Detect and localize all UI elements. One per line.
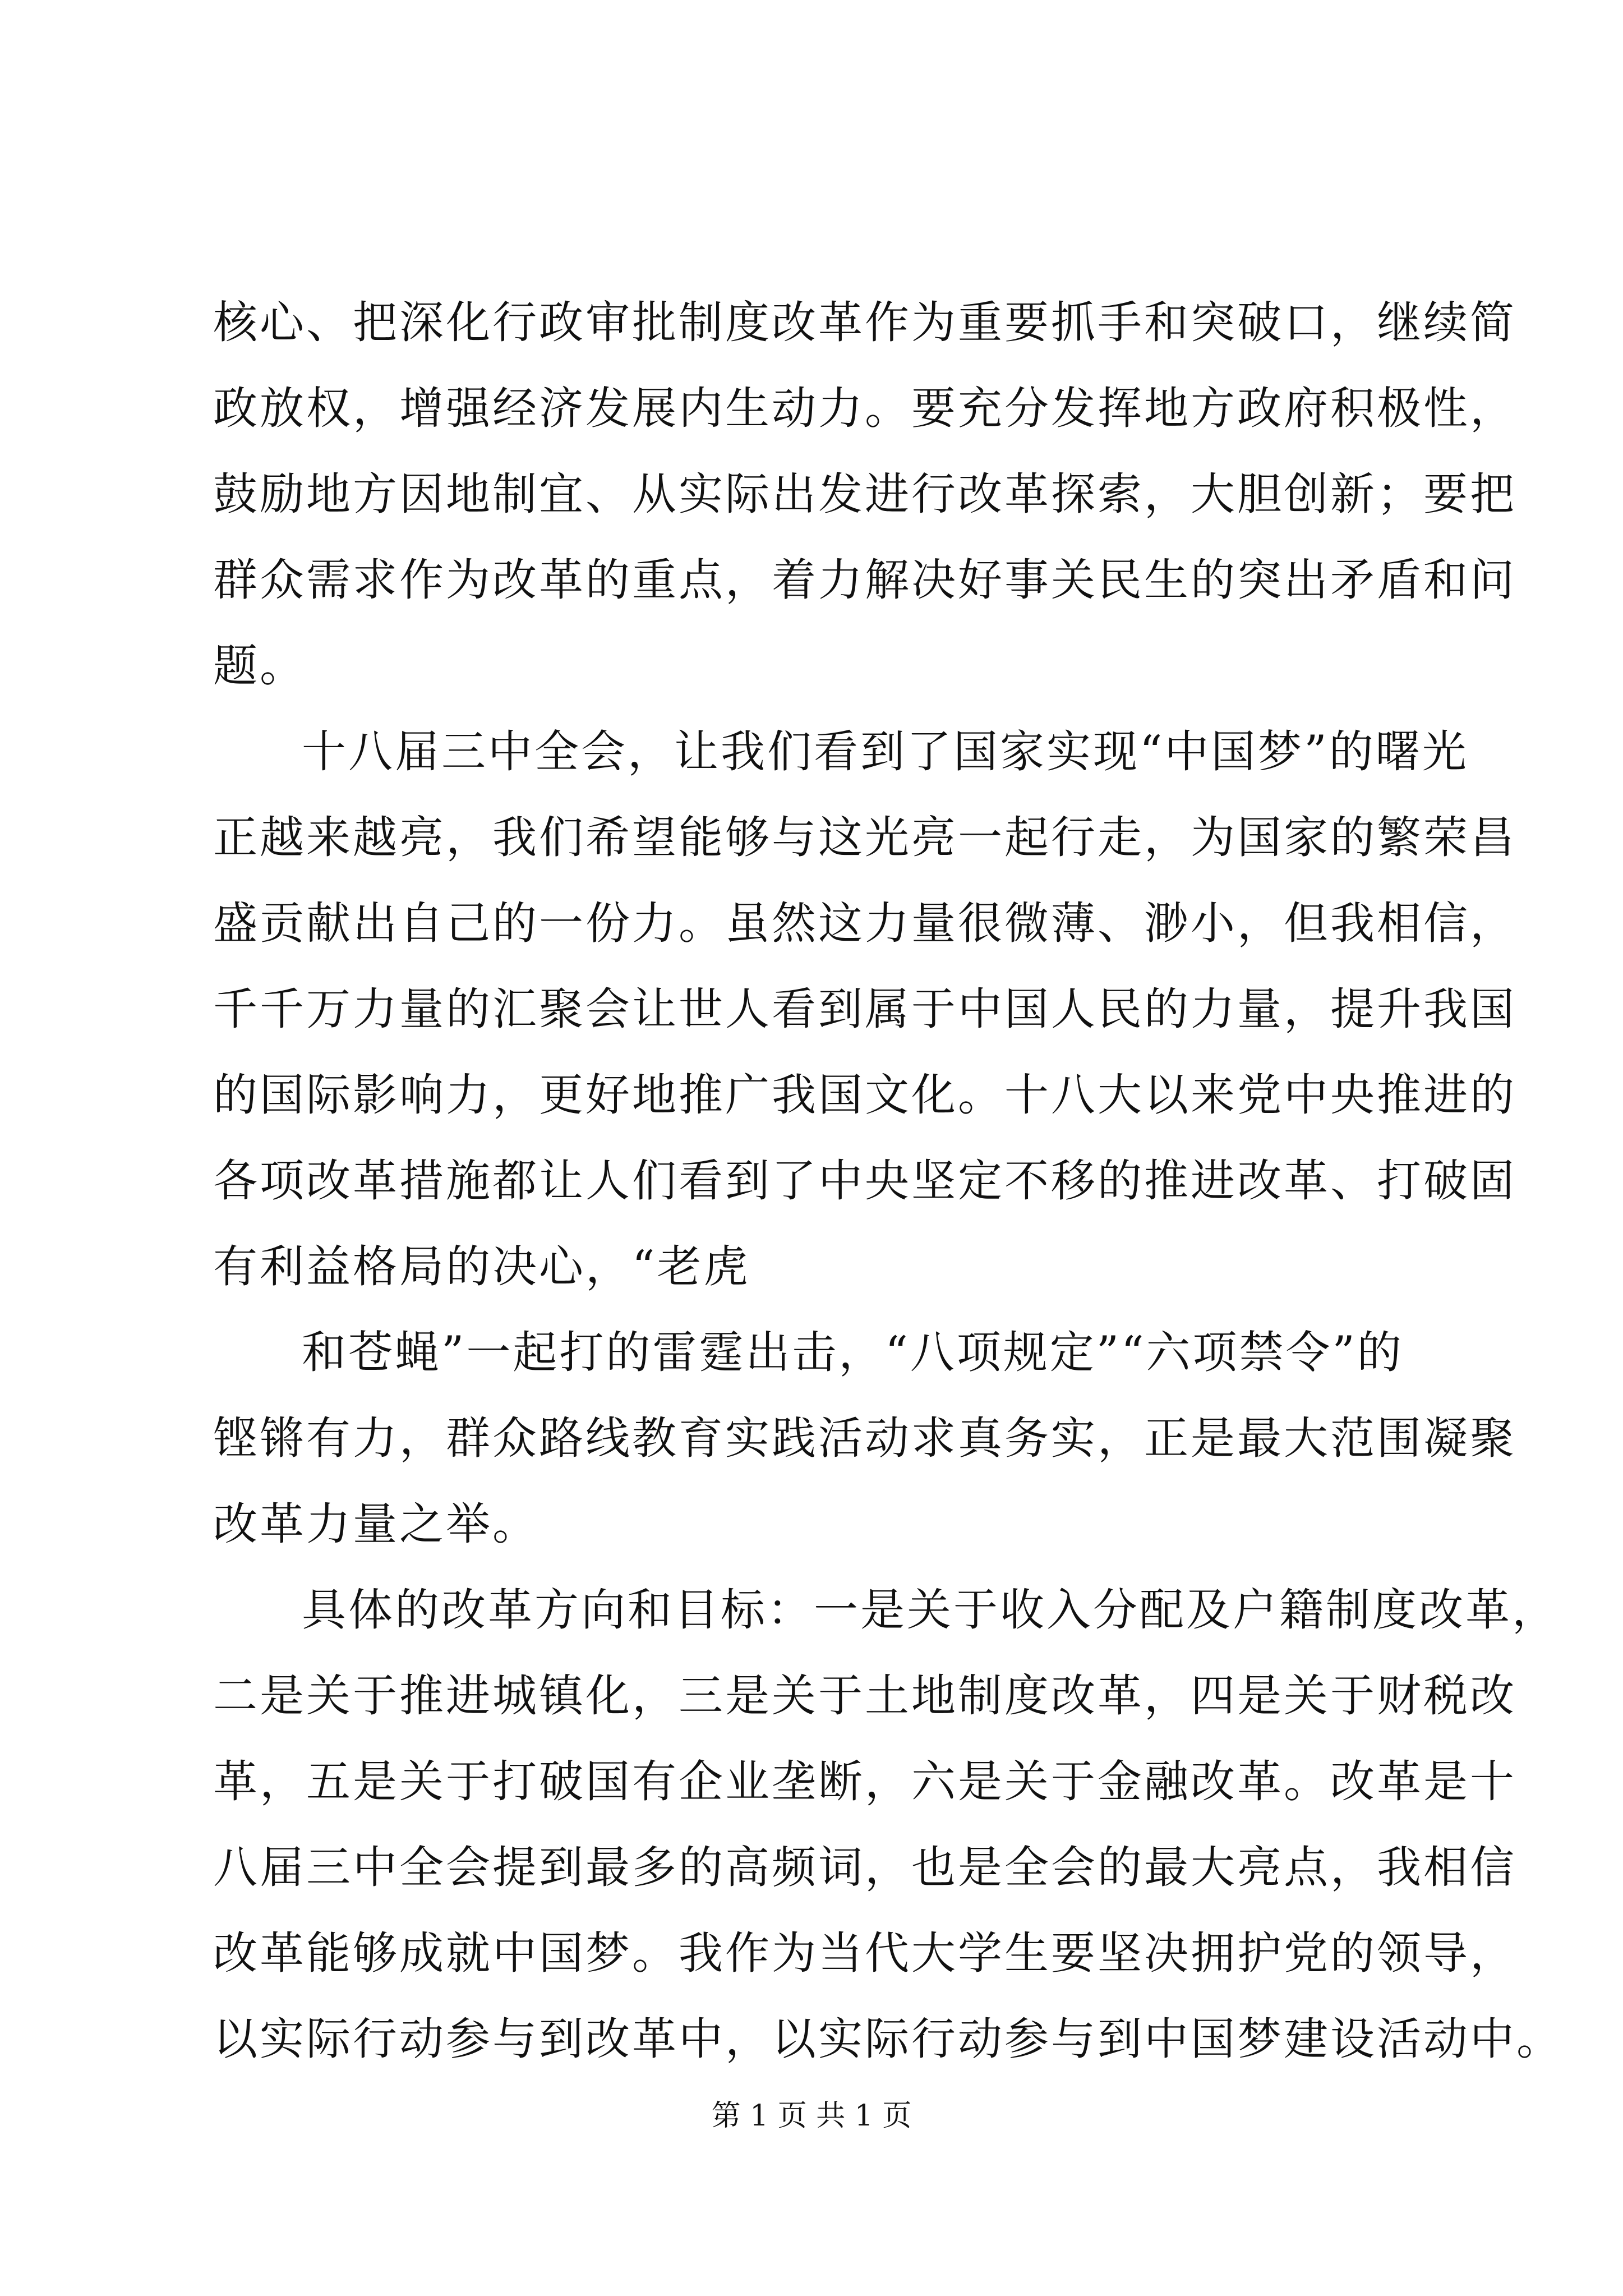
text-line: 正越来越亮，我们希望能够与这光亮一起行走，为国家的繁荣昌 xyxy=(213,812,1516,863)
text-line: 群众需求作为改革的重点，着力解决好事关民生的突出矛盾和问 xyxy=(213,554,1516,606)
paragraph-start-line: 十八届三中全会，让我们看到了国家实现“中国梦”的曙光 xyxy=(302,726,1469,777)
text-line: 革，五是关于打破国有企业垄断，六是关于金融改革。改革是十 xyxy=(213,1756,1516,1807)
text-line: 改革能够成就中国梦。我作为当代大学生要坚决拥护党的领导， xyxy=(213,1927,1516,1979)
paragraph-start-line: 和苍蝇”一起打的雷霆出击，“八项规定”“六项禁令”的 xyxy=(302,1327,1404,1378)
text-line: 鼓励地方因地制宜、从实际出发进行改革探索，大胆创新；要把 xyxy=(213,468,1516,520)
text-line: 二是关于推进城镇化，三是关于土地制度改革，四是关于财税改 xyxy=(213,1670,1516,1722)
text-line: 千千万力量的汇聚会让世人看到属于中国人民的力量，提升我国 xyxy=(213,983,1516,1035)
text-line: 铿锵有力，群众路线教育实践活动求真务实，正是最大范围凝聚 xyxy=(213,1412,1516,1464)
text-line: 八届三中全会提到最多的高频词，也是全会的最大亮点，我相信 xyxy=(213,1842,1516,1893)
page-footer: 第 1 页 共 1 页 xyxy=(711,2099,912,2133)
text-line: 的国际影响力，更好地推广我国文化。十八大以来党中央推进的 xyxy=(213,1069,1516,1121)
text-line: 有利益格局的决心，“老虎 xyxy=(213,1241,750,1292)
text-line: 以实际行动参与到改革中，以实际行动参与到中国梦建设活动中。 xyxy=(213,2013,1563,2065)
text-line: 盛贡献出自己的一份力。虽然这力量很微薄、渺小，但我相信， xyxy=(213,898,1516,949)
paragraph-start-line: 具体的改革方向和目标：一是关于收入分配及户籍制度改革， xyxy=(302,1584,1559,1636)
text-line: 核心、把深化行政审批制度改革作为重要抓手和突破口，继续简 xyxy=(213,297,1516,348)
text-line: 改革力量之举。 xyxy=(213,1498,539,1550)
text-line: 政放权，增强经济发展内生动力。要充分发挥地方政府积极性， xyxy=(213,383,1516,434)
text-line: 各项改革措施都让人们看到了中央坚定不移的推进改革、打破固 xyxy=(213,1155,1516,1207)
text-line: 题。 xyxy=(213,640,306,692)
